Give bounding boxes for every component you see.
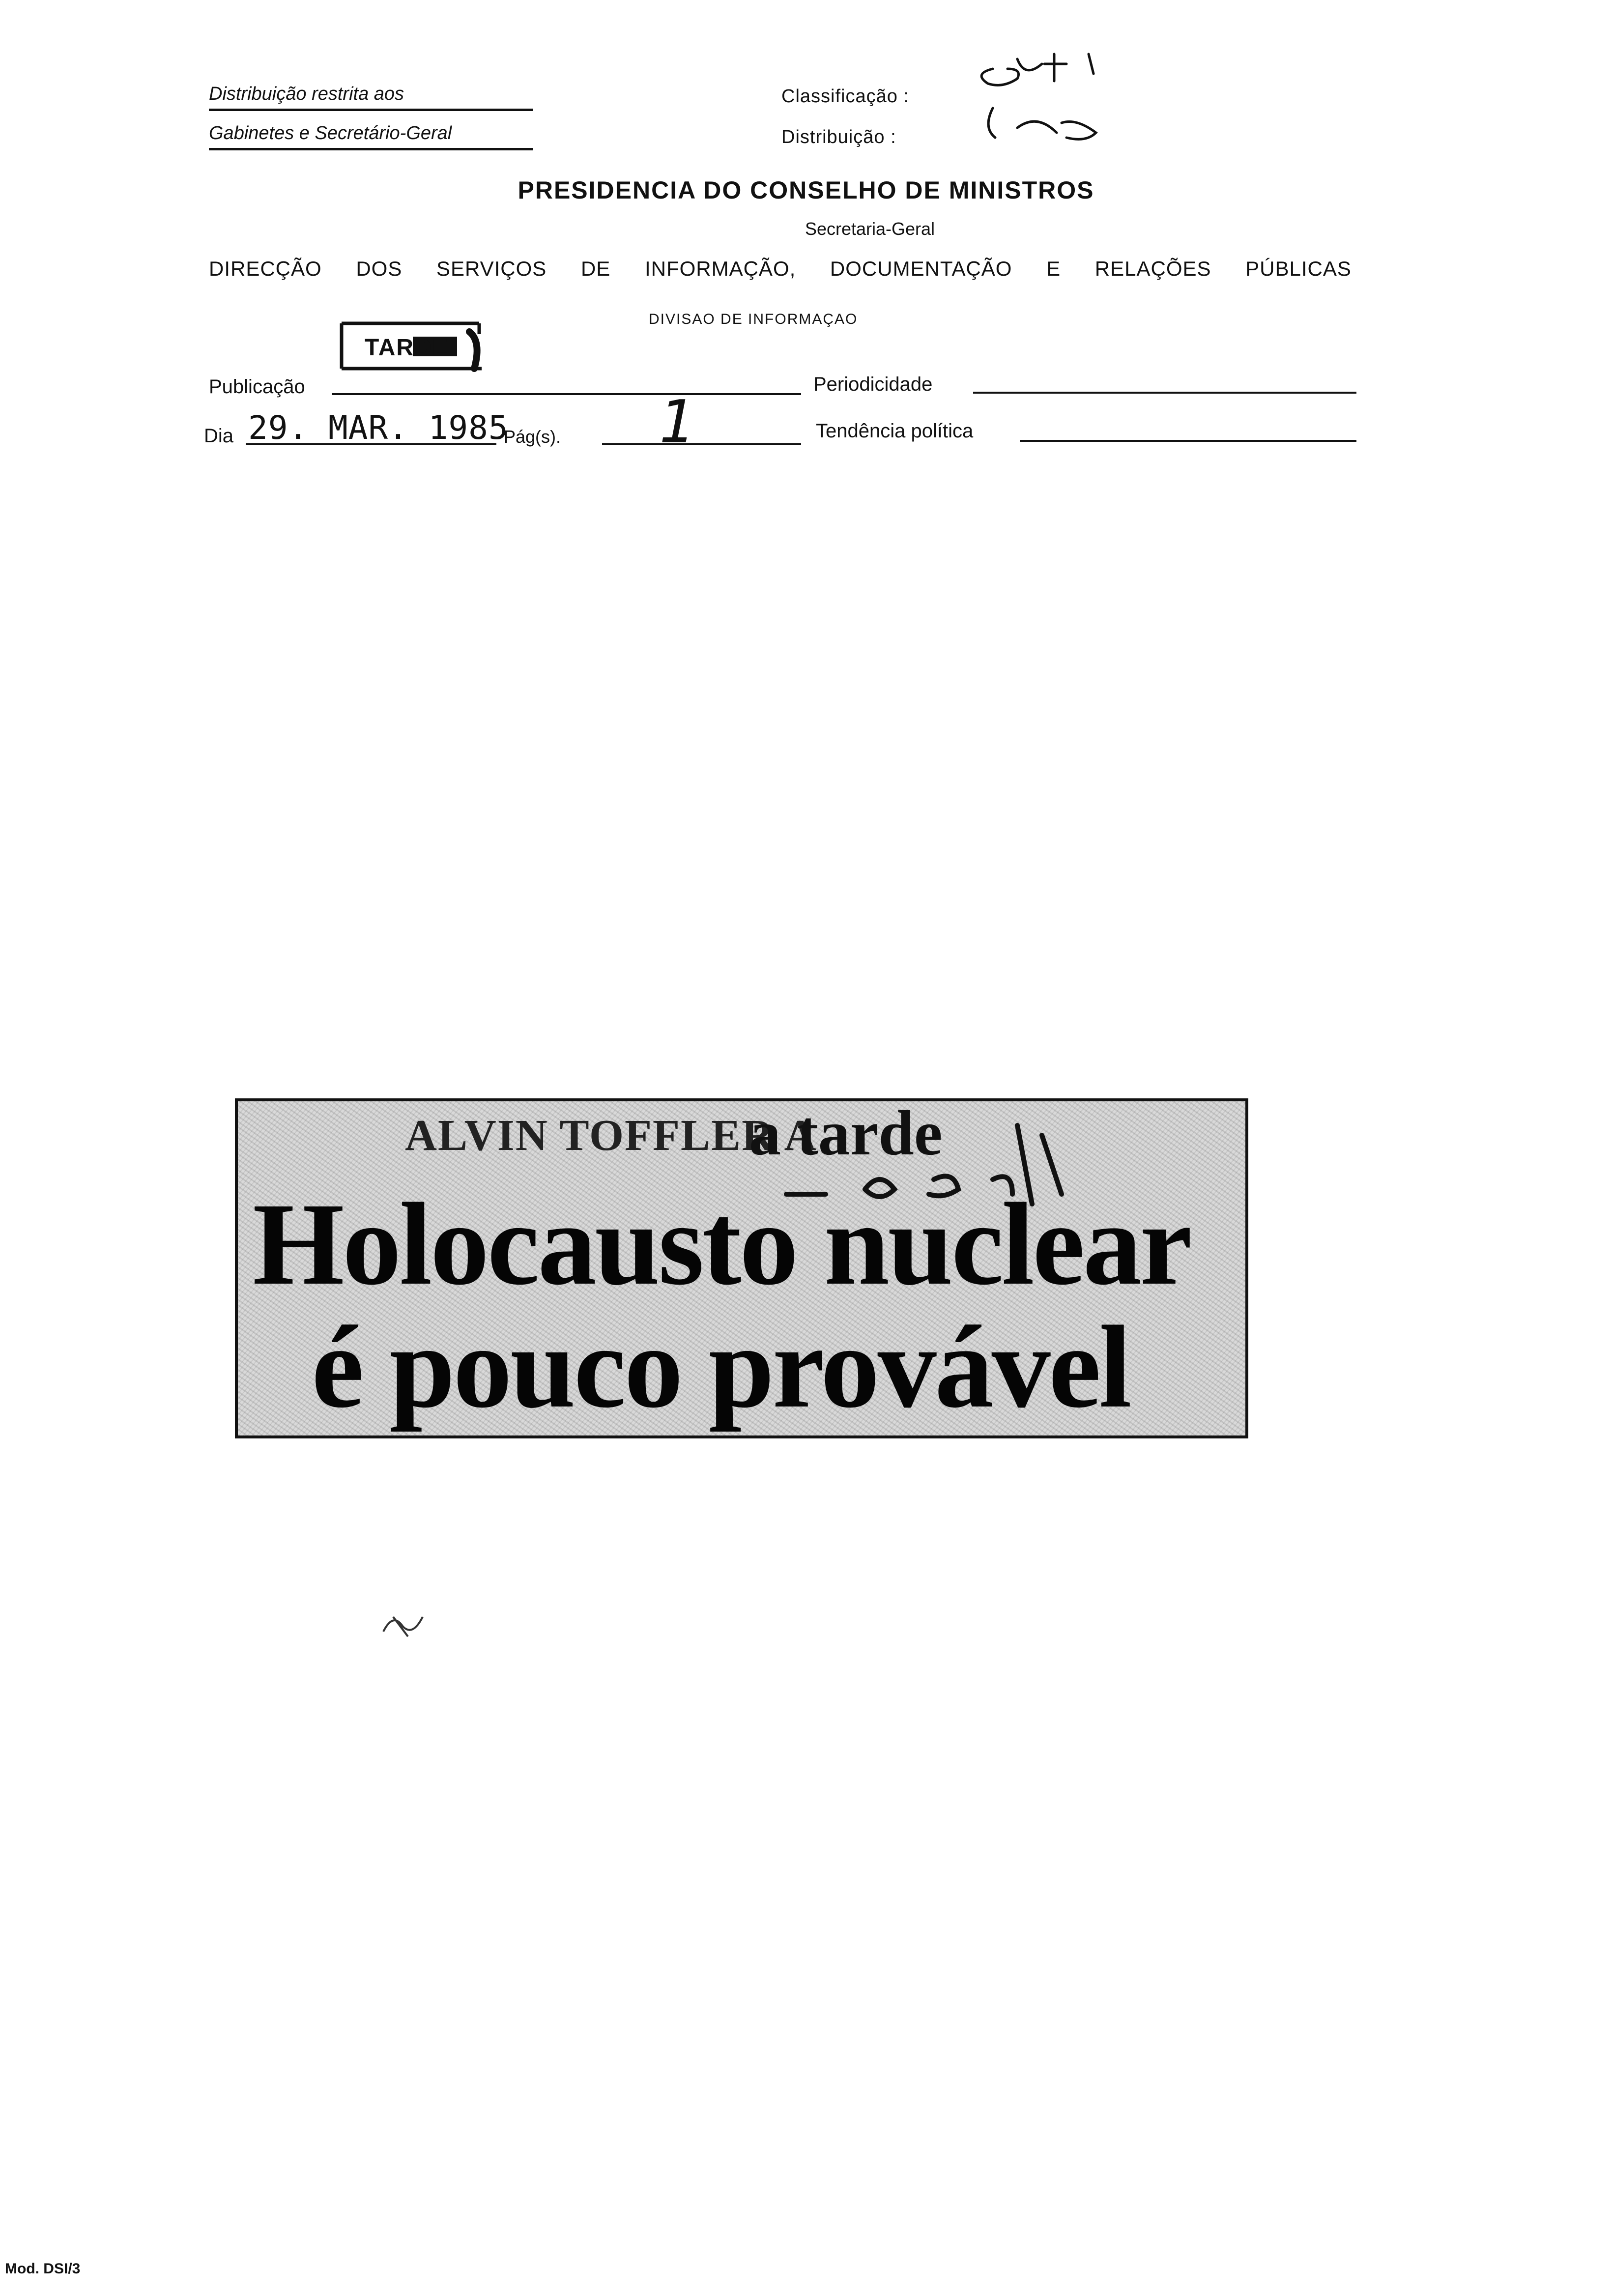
clipping-headline-line1: Holocausto nuclear bbox=[253, 1178, 1190, 1309]
pags-label: Pág(s). bbox=[504, 427, 561, 447]
direccao-word: INFORMAÇÃO, bbox=[644, 257, 796, 280]
distribution-note-line1: Distribuição restrita aos bbox=[209, 84, 533, 111]
distribuicao-label: Distribuição : bbox=[781, 127, 896, 147]
pags-line bbox=[602, 443, 801, 445]
form-model-code: Mod. DSI/3 bbox=[5, 2261, 81, 2277]
subtitle: Secretaria-Geral bbox=[805, 219, 935, 239]
handwritten-scribble bbox=[737, 1106, 1229, 1234]
direccao-word: SERVIÇOS bbox=[436, 257, 547, 280]
direccao-word: DOCUMENTAÇÃO bbox=[830, 257, 1012, 280]
direccao-word: E bbox=[1046, 257, 1061, 280]
publicacao-label: Publicação bbox=[209, 376, 305, 398]
direccao-word: DIRECÇÃO bbox=[209, 257, 322, 280]
dia-value: 29. MAR. 1985 bbox=[248, 409, 509, 447]
stray-mark bbox=[374, 1602, 432, 1646]
direccao-word: DE bbox=[580, 257, 611, 280]
tendencia-line bbox=[1020, 440, 1356, 442]
direccao-word: PÚBLICAS bbox=[1245, 257, 1352, 280]
direccao-word: DOS bbox=[356, 257, 403, 280]
page-title: PRESIDENCIA DO CONSELHO DE MINISTROS bbox=[518, 176, 1094, 204]
periodicidade-label: Periodicidade bbox=[813, 373, 933, 395]
publicacao-line bbox=[332, 393, 801, 395]
tarde-stamp bbox=[339, 319, 487, 373]
tendencia-label: Tendência política bbox=[816, 420, 974, 442]
direccao-word: RELAÇÕES bbox=[1094, 257, 1211, 280]
distribution-note-line2: Gabinetes e Secretário-Geral bbox=[209, 123, 533, 150]
clipping-kicker: ALVIN TOFFLER A bbox=[405, 1111, 817, 1160]
dia-label: Dia bbox=[204, 425, 234, 447]
direccao-line bbox=[209, 257, 1352, 281]
clipping-headline-line2: é pouco provável bbox=[312, 1301, 1130, 1432]
pags-value: 1 bbox=[659, 388, 694, 457]
periodicidade-line bbox=[973, 392, 1356, 394]
divisao-label: DIVISAO DE INFORMAÇAO bbox=[649, 311, 858, 327]
stamp-text: TARDE bbox=[365, 335, 449, 361]
dia-line bbox=[246, 443, 496, 445]
handwritten-classification-marks bbox=[963, 34, 1160, 162]
classificacao-label: Classificação : bbox=[781, 86, 909, 107]
clipping-newspaper-name: a tarde bbox=[749, 1098, 943, 1169]
